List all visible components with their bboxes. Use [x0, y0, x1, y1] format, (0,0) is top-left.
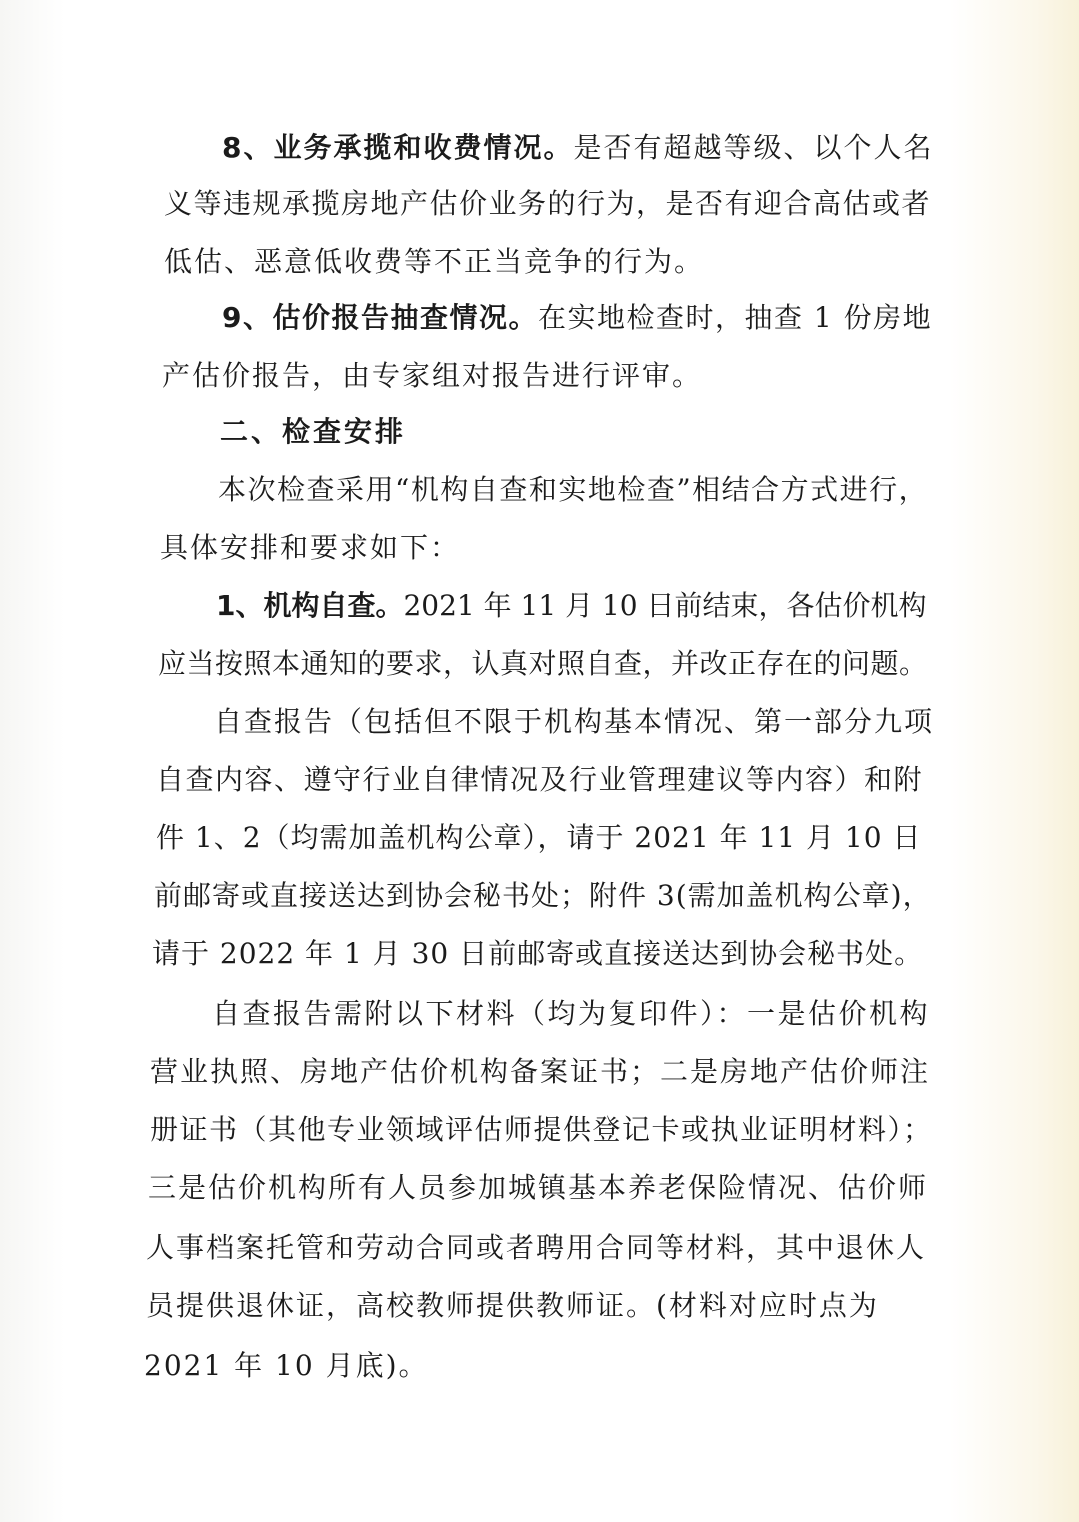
section-heading: 二、检查安排: [220, 415, 407, 448]
intro-line-2: 具体安排和要求如下：: [160, 531, 461, 564]
paragraph-9-lead: 9、估价报告抽查情况。: [222, 301, 538, 334]
materials-line-7: 2021 年 10 月底)。: [144, 1349, 429, 1382]
paragraph-9-text: 在实地检查时，抽查 1 份房地: [537, 301, 933, 334]
report-line-4: 前邮寄或直接送达到协会秘书处；附件 3(需加盖机构公章)，: [154, 879, 932, 912]
self-check-line-1: [216, 586, 927, 626]
paragraph-8-lead: 8、业务承揽和收费情况。: [222, 131, 574, 164]
paragraph-9-line-1: [222, 298, 932, 338]
paragraph-8-line-2: 义等违规承揽房地产估价业务的行为，是否有迎合高估或者: [164, 187, 932, 220]
self-check-text: 2021 年 11 月 10 日前结束，各估价机构: [403, 589, 927, 622]
report-line-3: 件 1、2（均需加盖机构公章），请于 2021 年 11 月 10 日: [156, 821, 922, 854]
paragraph-8-line-1: [222, 128, 934, 168]
intro-line-1: 本次检查采用“机构自查和实地检查”相结合方式进行，: [218, 473, 929, 506]
report-line-1: 自查报告（包括但不限于机构基本情况、第一部分九项: [214, 705, 935, 738]
paragraph-9-line-2: 产估价报告，由专家组对报告进行评审。: [162, 359, 703, 392]
self-check-line-2: 应当按照本通知的要求，认真对照自查，并改正存在的问题。: [158, 647, 928, 680]
report-line-5: 请于 2022 年 1 月 30 日前邮寄或直接送达到协会秘书处。: [152, 937, 924, 970]
materials-line-3: 册证书（其他专业领域评估师提供登记卡或执业证明材料）；: [150, 1113, 933, 1146]
paragraph-8-text: 是否有超越等级、以个人名: [573, 131, 934, 164]
self-check-lead: 1、机构自查。: [216, 589, 404, 622]
materials-line-1: 自查报告需附以下材料（均为复印件）：一是估价机构: [212, 997, 931, 1030]
materials-line-5: 人事档案托管和劳动合同或者聘用合同等材料，其中退休人: [146, 1231, 927, 1264]
materials-line-4: 三是估价机构所有人员参加城镇基本养老保险情况、估价师: [148, 1171, 929, 1204]
materials-line-2: 营业执照、房地产估价机构备案证书；二是房地产估价师注: [150, 1055, 931, 1088]
report-line-2: 自查内容、遵守行业自律情况及行业管理建议等内容）和附: [156, 763, 924, 796]
materials-line-6: 员提供退休证，高校教师提供教师证。(材料对应时点为: [146, 1289, 879, 1322]
paragraph-8-line-3: 低估、恶意低收费等不正当竞争的行为。: [164, 245, 705, 278]
